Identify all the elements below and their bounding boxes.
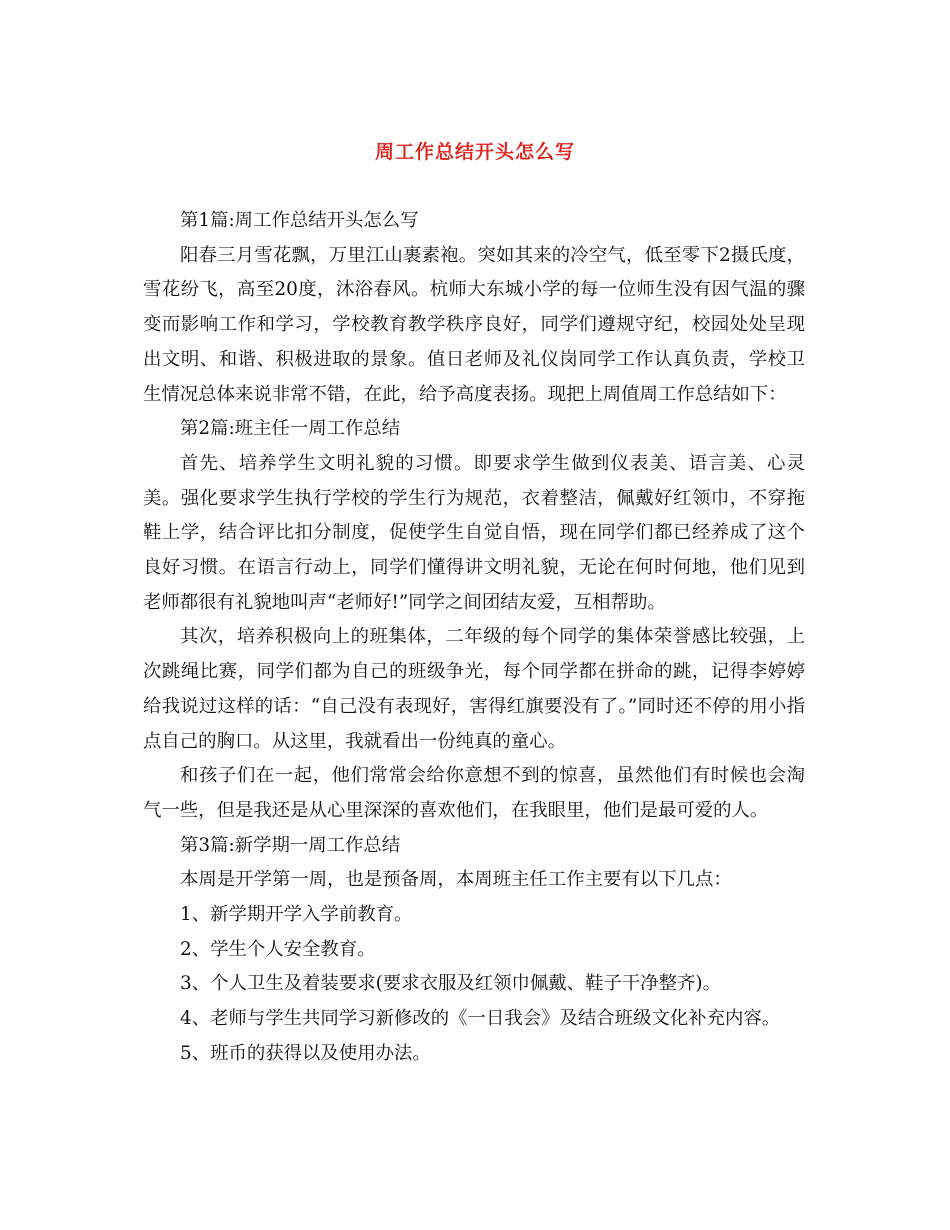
section-heading-2: 第2篇:班主任一周工作总结 <box>180 418 401 440</box>
paragraph: 其次，培养积极向上的班集体，二年级的每个同学的集体荣誉感比较强，上次跳绳比赛，同学们都为自己的班级争光，每个同学都在拼命的跳，记得李婷婷给我说过这样的话：“自己没有表现好，害得红旗要没有了。”同时还不停的用小指点自己的胸口。从这里，我就看出一份纯真的童心。 <box>143 626 805 752</box>
paragraph: 和孩子们在一起，他们常常会给你意想不到的惊喜，虽然他们有时候也会淘气一些，但是我还是从心里深深的喜欢他们，在我眼里，他们是最可爱的人。 <box>143 765 805 821</box>
paragraph: 本周是开学第一周，也是预备周，本周班主任工作主要有以下几点： <box>180 869 732 891</box>
section-heading-1: 第1篇:周工作总结开头怎么写 <box>180 210 419 231</box>
list-item: 2、学生个人安全教育。 <box>180 938 376 960</box>
paragraph: 阳春三月雪花飘，万里江山裹素袍。突如其来的冷空气，低至零下2摄氏度，雪花纷飞，高至20度，沐浴春风。杭师大东城小学的每一位师生没有因气温的骤变而影响工作和学习，学校教育教学秩序良好，同学们遵规守纪，校园处处呈现出文明、和谐、积极进取的景象。值日老师及礼仪岗同学工作认真负责，学校卫生情况总体来说非常不错，在此，给予高度表扬。现把上周值周工作总结如下： <box>143 244 805 405</box>
list-item: 1、新学期开学入学前教育。 <box>180 904 413 926</box>
list-item: 5、班币的获得以及使用办法。 <box>180 1042 431 1064</box>
list-item: 4、老师与学生共同学习新修改的《一日我会》及结合班级文化补充内容。 <box>180 1008 781 1030</box>
section-heading-3: 第3篇:新学期一周工作总结 <box>180 834 401 856</box>
document-title: 周工作总结开头怎么写 <box>374 141 575 163</box>
document-body <box>143 204 805 1072</box>
list-item: 3、个人卫生及着装要求(要求衣服及红领巾佩戴、鞋子干净整齐)。 <box>180 973 721 995</box>
paragraph: 首先、培养学生文明礼貌的习惯。即要求学生做到仪表美、语言美、心灵美。强化要求学生执行学校的学生行为规范，衣着整洁，佩戴好红领巾，不穿拖鞋上学，结合评比扣分制度，促使学生自觉自悟，现在同学们都已经养成了这个良好习惯。在语言行动上，同学们懂得讲文明礼貌，无论在何时何地，他们见到老师都很有礼貌地叫声“老师好!”同学之间团结友爱，互相帮助。 <box>143 452 805 613</box>
